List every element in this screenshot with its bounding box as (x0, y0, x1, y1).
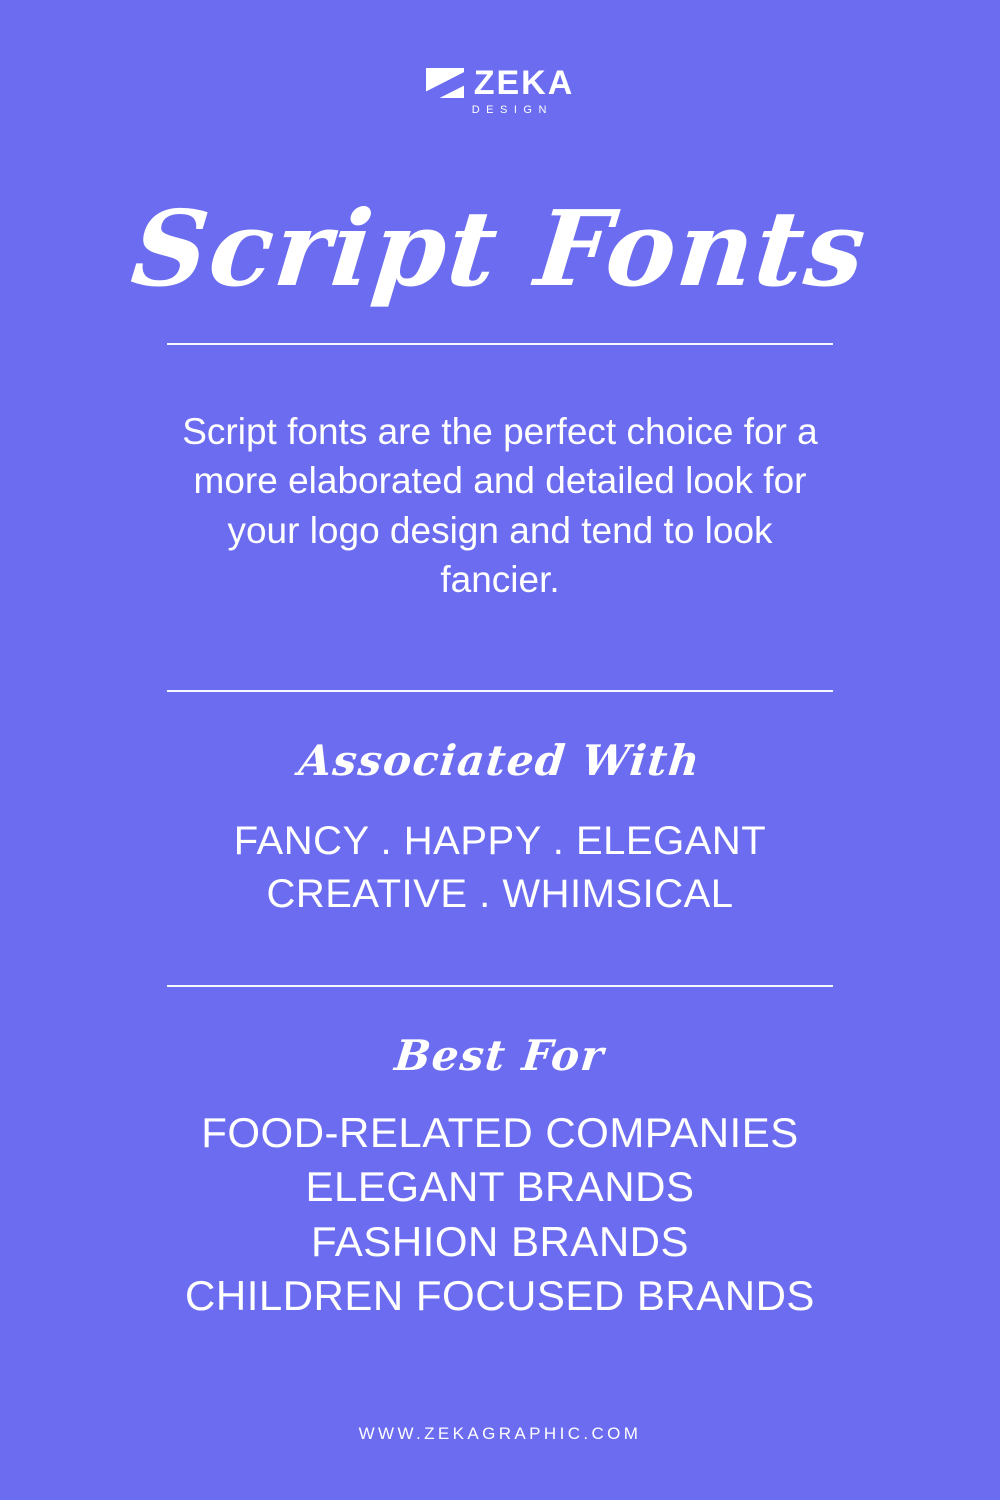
section-heading-best-for: Best For (392, 1030, 608, 1080)
divider-section-2 (167, 985, 833, 987)
brand-name: ZEKA (473, 64, 575, 102)
list-item: CREATIVE . WHIMSICAL (266, 871, 734, 916)
divider-section-1 (167, 690, 833, 692)
list-item: CHILDREN FOCUSED BRANDS (185, 1272, 815, 1320)
associated-list (234, 815, 766, 921)
divider-title (167, 343, 833, 345)
intro-paragraph: Script fonts are the perfect choice for a more elaborated and detailed look for your logo design and tend to look fancier. (182, 411, 818, 600)
page-title: Script Fonts (126, 187, 874, 310)
logo-row (426, 66, 575, 100)
list-item: FOOD-RELATED COMPANIES (201, 1108, 799, 1156)
footer-website[interactable]: WWW.ZEKAGRAPHIC.COM (358, 1424, 642, 1443)
list-item: ELEGANT BRANDS (305, 1163, 695, 1211)
brand-logo (426, 66, 575, 116)
brand-tagline: DESIGN (471, 104, 553, 116)
list-item: FANCY . HAPPY . ELEGANT (233, 819, 767, 863)
zeka-logo-mark-icon (426, 68, 464, 98)
best-for-list (185, 1106, 815, 1324)
section-heading-associated: Associated With (296, 736, 704, 785)
list-item: FASHION BRANDS (310, 1217, 690, 1265)
